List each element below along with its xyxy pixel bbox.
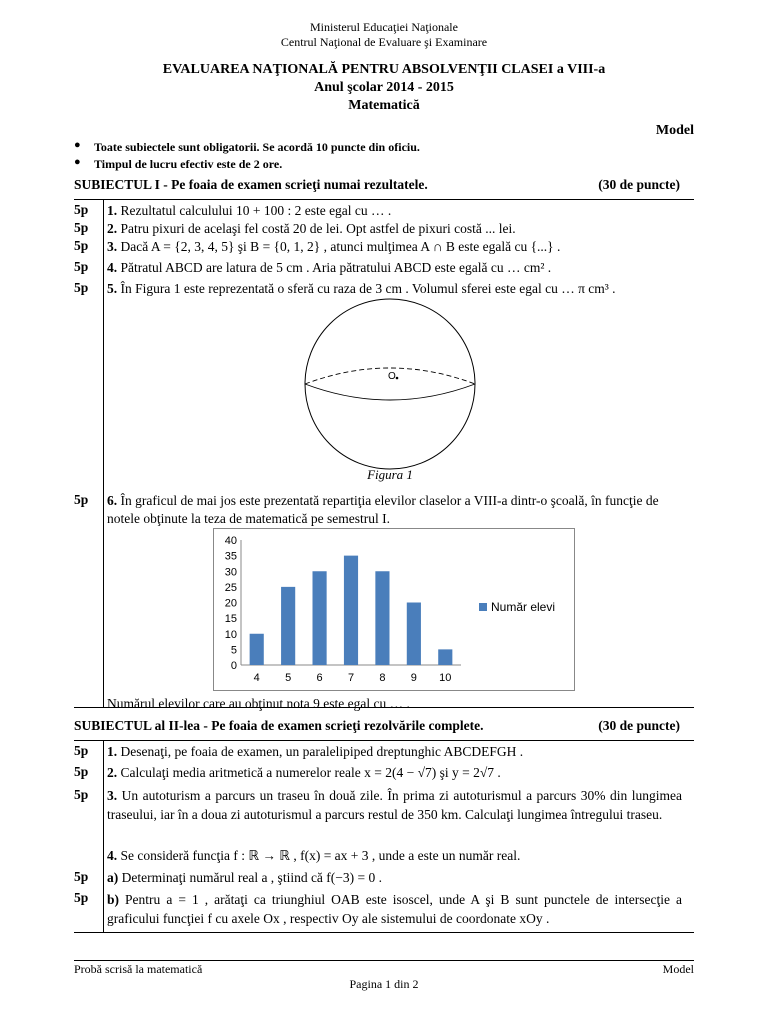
bar-grade-6 [313,571,327,665]
center-name: Centrul Naţional de Evaluare şi Examinare [280,35,488,49]
question-6: 6. În graficul de mai jos este prezentată repartiţia elevilor claselor a VIII-a dintr-o şcoală, în funcţie de notele obţinute la teza de matematică pe semestrul I. [107,493,659,526]
problem-4b: b) Pentru a = 1 , arătaţi ca triunghiul OAB este isoscel, unde A şi B sunt punctele de intersecţie a graficului funcţiei f cu axele Ox , respectiv Oy ale sistemului de coordonate xOy . [107,892,682,926]
instructions-list [74,140,634,174]
y-tick-label: 20 [224,597,237,610]
sphere-center-label: O [388,371,396,382]
item-points: 5p [74,238,89,253]
x-tick-label: 10 [439,672,452,684]
section2-points: (30 de puncte) [598,718,680,733]
page-number: Pagina 1 din 2 [349,977,419,991]
legend-label: Număr elevi [491,600,556,614]
bar-grade-4 [250,634,264,665]
bar-grade-5 [281,587,295,665]
footer-left: Probă scrisă la matematică [74,962,203,976]
column-divider [103,740,104,932]
item-points: 5p [74,869,89,884]
figure-caption: Figura 1 [367,467,413,482]
x-tick-label: 5 [285,672,292,684]
legend-swatch [479,603,487,611]
item-points: 5p [74,259,89,274]
item-points: 5p [74,743,89,758]
y-tick-label: 5 [230,644,237,657]
question-3: 3. Dacă A = {2, 3, 4, 5} şi B = {0, 1, 2} , atunci mulţimea A ∩ B este egală cu {...} . [107,239,561,254]
x-tick-label: 8 [379,672,386,684]
problem-1: 1. Desenaţi, pe foaia de examen, un paralelipiped dreptunghic ABCDEFGH . [107,744,524,759]
y-tick-label: 35 [224,550,237,563]
y-tick-label: 30 [224,566,237,579]
sphere-front-equator [305,384,475,400]
section1-title: SUBIECTUL I - Pe foaia de examen scrieţi numai rezultatele. [74,177,428,192]
item-points: 5p [74,890,89,905]
item-points: 5p [74,280,89,295]
item-points: 5p [74,764,89,779]
item-points: 5p [74,787,89,802]
bar-grade-9 [407,603,421,666]
ministry-name: Ministerul Educaţiei Naţionale [310,20,458,34]
item-points: 5p [74,220,89,235]
problem-4: 4. Se consideră funcţia f : ℝ → ℝ , f(x) = ax + 3 , unde a este un număr real. [107,848,521,863]
subject-name: Matematică [348,98,420,113]
bar-grade-8 [375,571,389,665]
problem-4a: a) Determinaţi numărul real a , ştiind că f(−3) = 0 . [107,870,383,885]
y-tick-label: 0 [230,660,237,672]
x-tick-label: 6 [316,672,323,684]
y-tick-label: 15 [224,613,237,626]
bar-grade-10 [438,649,452,665]
question-1: 1. Rezultatul calculului 10 + 100 : 2 este egal cu … . [107,203,392,218]
section2-title: SUBIECTUL al II-lea - Pe foaia de examen scrieţi rezolvările complete. [74,718,484,733]
footer-rule [74,960,694,961]
question-5: 5. În Figura 1 este reprezentată o sferă cu raza de 3 cm . Volumul sferei este egal cu … π cm³ . [107,281,616,296]
question-2: 2. Patru pixuri de acelaşi fel costă 20 de lei. Opt astfel de pixuri costă ... lei. [107,221,516,236]
question-4: 4. Pătratul ABCD are latura de 5 cm . Aria pătratului ABCD este egală cu … cm² . [107,260,552,275]
instruction-item: ● Timpul de lucru efectiv este de 2 ore. [74,156,283,171]
sphere-figure [300,297,480,487]
exam-title: EVALUAREA NAŢIONALĂ PENTRU ABSOLVENŢII CLASEI a VIII-a [162,62,606,77]
sphere-center-point [396,377,399,380]
x-tick-label: 9 [410,672,417,684]
section1-points: (30 de puncte) [598,177,680,192]
problem-3: 3. Un autoturism a parcurs un traseu în două zile. În prima zi autoturismul a parcurs 30% din lungimea traseului, iar în a doua zi autoturismul a parcurs restul de 350 km. Calculaţi lungimea întregului traseu. [107,788,682,822]
problem-2: 2. Calculaţi media aritmetică a numerelor reale x = 2(4 − √7) şi y = 2√7 . [107,765,501,780]
column-divider [103,199,104,707]
item-points: 5p [74,492,89,507]
question-6-followup: Numărul elevilor care au obţinut nota 9 este egal cu … . [107,696,410,711]
y-tick-label: 25 [224,581,237,594]
sphere-outline [305,299,475,469]
model-label: Model [655,123,694,138]
divider [74,199,694,200]
footer-right: Model [662,962,694,976]
bar-grade-7 [344,556,358,665]
grades-bar-chart [213,528,575,691]
y-tick-label: 40 [224,535,237,547]
x-tick-label: 4 [253,672,260,684]
school-year: Anul şcolar 2014 - 2015 [314,80,454,95]
x-tick-label: 7 [347,672,355,684]
y-tick-label: 10 [224,628,237,641]
divider [74,740,694,741]
item-points: 5p [74,202,89,217]
instruction-item: ● Toate subiectele sunt obligatorii. Se acordă 10 puncte din oficiu. [74,139,420,154]
divider [74,932,694,933]
